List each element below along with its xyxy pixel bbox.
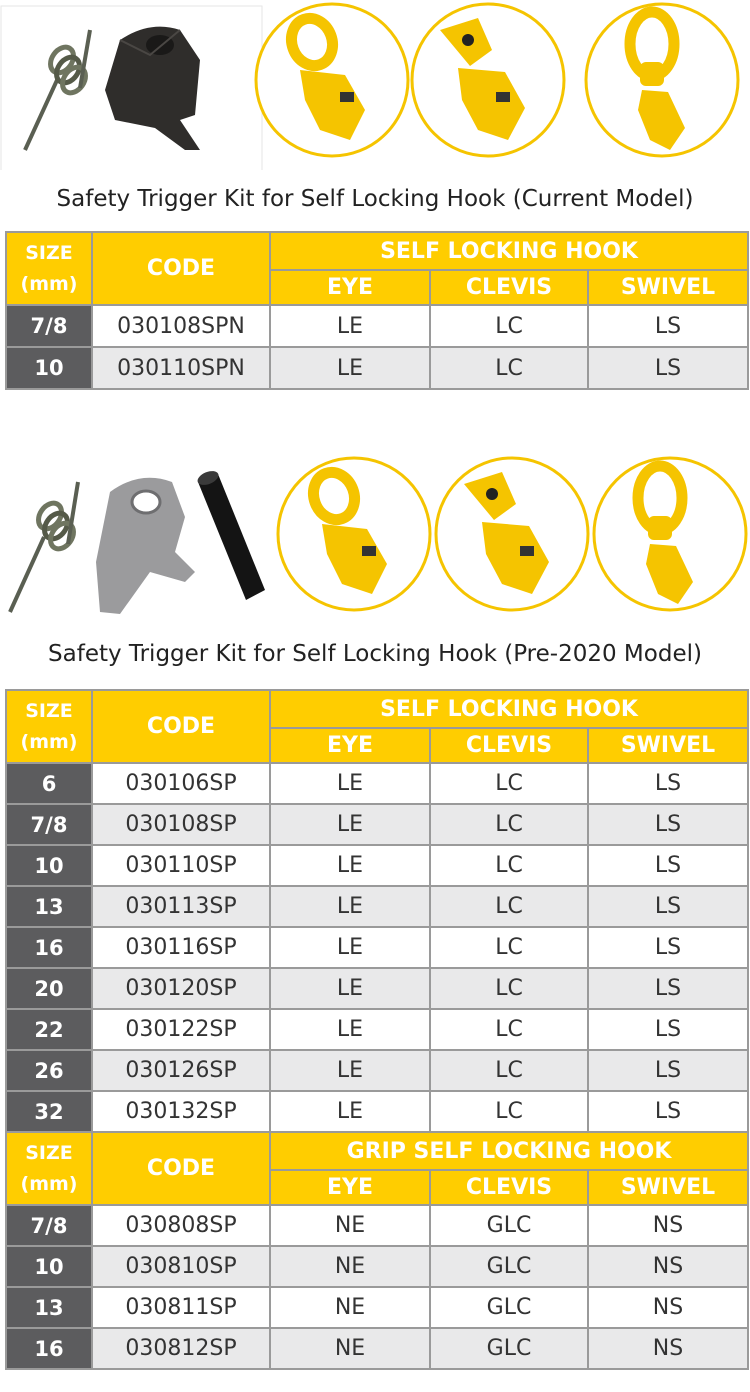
eye-cell: LE bbox=[270, 305, 430, 347]
size-cell: 10 bbox=[6, 845, 92, 886]
eye-header: EYE bbox=[270, 1170, 430, 1205]
code-cell: 030110SPN bbox=[92, 347, 270, 389]
kit1-product-images bbox=[0, 0, 750, 170]
table-row bbox=[6, 1246, 748, 1287]
size-cell: 16 bbox=[6, 1328, 92, 1369]
swivel-cell: LS bbox=[588, 763, 748, 804]
size-cell: 10 bbox=[6, 1246, 92, 1287]
swivel-cell: LS bbox=[588, 886, 748, 927]
trigger-gray-icon bbox=[96, 478, 195, 614]
eye-cell: LE bbox=[270, 845, 430, 886]
eye-cell: NE bbox=[270, 1287, 430, 1328]
roll-pin-icon bbox=[196, 468, 265, 600]
clevis-cell: GLC bbox=[430, 1246, 588, 1287]
torsion-spring-icon bbox=[10, 482, 78, 612]
size-header: SIZE (mm) bbox=[6, 690, 92, 763]
clevis-hook-icon bbox=[436, 458, 588, 610]
clevis-cell: LC bbox=[430, 968, 588, 1009]
eye-cell: LE bbox=[270, 1009, 430, 1050]
swivel-cell: NS bbox=[588, 1205, 748, 1246]
size-cell: 13 bbox=[6, 886, 92, 927]
swivel-cell: LS bbox=[588, 347, 748, 389]
table-row bbox=[6, 1050, 748, 1091]
code-cell: 030106SP bbox=[92, 763, 270, 804]
table-row bbox=[6, 305, 748, 347]
kit2-caption: Safety Trigger Kit for Self Locking Hook (Pre-2020 Model) bbox=[48, 641, 702, 667]
table-row bbox=[6, 763, 748, 804]
hook-group-header: SELF LOCKING HOOK bbox=[270, 690, 748, 728]
size-cell: 7/8 bbox=[6, 305, 92, 347]
eye-cell: LE bbox=[270, 886, 430, 927]
swivel-cell: LS bbox=[588, 1091, 748, 1132]
code-cell: 030810SP bbox=[92, 1246, 270, 1287]
eye-cell: LE bbox=[270, 927, 430, 968]
clevis-cell: LC bbox=[430, 1050, 588, 1091]
size-cell: 26 bbox=[6, 1050, 92, 1091]
hook-group-header: SELF LOCKING HOOK bbox=[270, 232, 748, 270]
eye-header: EYE bbox=[270, 728, 430, 763]
size-header: SIZE (mm) bbox=[6, 232, 92, 305]
clevis-cell: LC bbox=[430, 305, 588, 347]
eye-cell: NE bbox=[270, 1246, 430, 1287]
clevis-cell: LC bbox=[430, 763, 588, 804]
table-row bbox=[6, 1287, 748, 1328]
clevis-cell: GLC bbox=[430, 1205, 588, 1246]
code-cell: 030113SP bbox=[92, 886, 270, 927]
code-cell: 030812SP bbox=[92, 1328, 270, 1369]
table-row bbox=[6, 804, 748, 845]
swivel-cell: LS bbox=[588, 804, 748, 845]
table-row bbox=[6, 1009, 748, 1050]
table-row bbox=[6, 347, 748, 389]
table-row bbox=[6, 927, 748, 968]
size-cell: 6 bbox=[6, 763, 92, 804]
eye-cell: NE bbox=[270, 1328, 430, 1369]
clevis-cell: GLC bbox=[430, 1328, 588, 1369]
eye-hook-icon bbox=[278, 458, 430, 610]
code-cell: 030116SP bbox=[92, 927, 270, 968]
grip-hook-group-header: GRIP SELF LOCKING HOOK bbox=[270, 1132, 748, 1170]
code-cell: 030108SP bbox=[92, 804, 270, 845]
clevis-cell: LC bbox=[430, 845, 588, 886]
clevis-header: CLEVIS bbox=[430, 1170, 588, 1205]
eye-cell: NE bbox=[270, 1205, 430, 1246]
eye-cell: LE bbox=[270, 763, 430, 804]
clevis-cell: GLC bbox=[430, 1287, 588, 1328]
code-cell: 030108SPN bbox=[92, 305, 270, 347]
clevis-hook-icon bbox=[412, 4, 564, 156]
swivel-cell: LS bbox=[588, 1050, 748, 1091]
swivel-cell: LS bbox=[588, 1009, 748, 1050]
code-cell: 030811SP bbox=[92, 1287, 270, 1328]
size-cell: 10 bbox=[6, 347, 92, 389]
eye-cell: LE bbox=[270, 804, 430, 845]
code-cell: 030126SP bbox=[92, 1050, 270, 1091]
clevis-cell: LC bbox=[430, 804, 588, 845]
code-cell: 030132SP bbox=[92, 1091, 270, 1132]
clevis-cell: LC bbox=[430, 886, 588, 927]
clevis-cell: LC bbox=[430, 1009, 588, 1050]
swivel-cell: LS bbox=[588, 968, 748, 1009]
table-row bbox=[6, 1091, 748, 1132]
swivel-header: SWIVEL bbox=[588, 1170, 748, 1205]
size-cell: 13 bbox=[6, 1287, 92, 1328]
swivel-cell: NS bbox=[588, 1246, 748, 1287]
size-cell: 20 bbox=[6, 968, 92, 1009]
swivel-cell: NS bbox=[588, 1287, 748, 1328]
code-cell: 030120SP bbox=[92, 968, 270, 1009]
clevis-header: CLEVIS bbox=[430, 270, 588, 305]
clevis-cell: LC bbox=[430, 927, 588, 968]
table-row bbox=[6, 845, 748, 886]
kit2-product-images bbox=[0, 452, 750, 622]
swivel-hook-icon bbox=[586, 4, 738, 156]
kit1-spec-table bbox=[5, 231, 749, 390]
swivel-header: SWIVEL bbox=[588, 270, 748, 305]
kit1-caption: Safety Trigger Kit for Self Locking Hook (Current Model) bbox=[56, 186, 694, 212]
swivel-cell: LS bbox=[588, 845, 748, 886]
code-header: CODE bbox=[92, 232, 270, 305]
size-cell: 7/8 bbox=[6, 1205, 92, 1246]
swivel-header: SWIVEL bbox=[588, 728, 748, 763]
swivel-cell: LS bbox=[588, 927, 748, 968]
eye-cell: LE bbox=[270, 1050, 430, 1091]
size-header: SIZE (mm) bbox=[6, 1132, 92, 1205]
table-row bbox=[6, 1328, 748, 1369]
code-cell: 030110SP bbox=[92, 845, 270, 886]
code-header: CODE bbox=[92, 1132, 270, 1205]
code-header: CODE bbox=[92, 690, 270, 763]
eye-cell: LE bbox=[270, 968, 430, 1009]
swivel-cell: LS bbox=[588, 305, 748, 347]
eye-header: EYE bbox=[270, 270, 430, 305]
clevis-cell: LC bbox=[430, 347, 588, 389]
clevis-cell: LC bbox=[430, 1091, 588, 1132]
eye-hook-icon bbox=[256, 4, 408, 156]
eye-cell: LE bbox=[270, 347, 430, 389]
swivel-hook-icon bbox=[594, 458, 746, 610]
code-cell: 030808SP bbox=[92, 1205, 270, 1246]
size-cell: 22 bbox=[6, 1009, 92, 1050]
swivel-cell: NS bbox=[588, 1328, 748, 1369]
size-cell: 32 bbox=[6, 1091, 92, 1132]
size-cell: 7/8 bbox=[6, 804, 92, 845]
kit2-spec-table bbox=[5, 689, 749, 1370]
eye-cell: LE bbox=[270, 1091, 430, 1132]
table-row bbox=[6, 1205, 748, 1246]
table-row bbox=[6, 886, 748, 927]
size-cell: 16 bbox=[6, 927, 92, 968]
code-cell: 030122SP bbox=[92, 1009, 270, 1050]
clevis-header: CLEVIS bbox=[430, 728, 588, 763]
table-row bbox=[6, 968, 748, 1009]
